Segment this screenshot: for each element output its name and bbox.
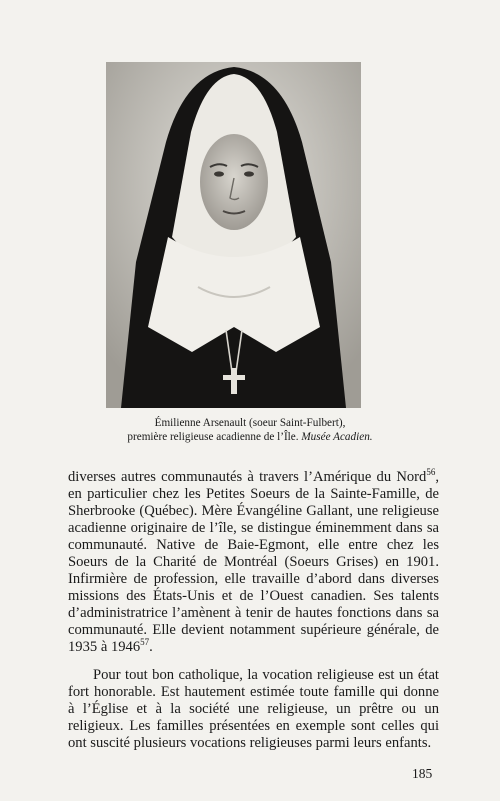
portrait-photo bbox=[106, 62, 361, 408]
paragraph-1 bbox=[68, 469, 439, 656]
paragraph-1-part-a: diverses autres communautés à travers l’Amérique du Nord bbox=[68, 469, 427, 485]
caption-line-2 bbox=[60, 430, 440, 444]
paragraph-1-part-b: , en particulier chez les Petites Soeurs de la Sainte-Famille, de Sherbrooke (Québec). Mère Évangéline Gallant, une religieuse acadienne originaire de l’île, se distingue éminemment dans sa communauté. Native de Baie-Egmont, elle entre chez les Soeurs de la Charité de Montréal (Soeurs Grises) en 1901. Infirmière de profession, elle travaille d’abord dans diverses missions des États-Unis et de l’Ouest canadien. Ses talents d’administratrice l’amènent à tenir de hautes fonctions dans sa communauté. Elle devient notamment supérieure générale, de 1935 à 1946 bbox=[68, 469, 439, 655]
caption-line-1: Émilienne Arsenault (soeur Saint-Fulbert), bbox=[154, 417, 346, 429]
caption-source: Musée Acadien. bbox=[301, 431, 373, 443]
paragraph-1-end: . bbox=[149, 639, 153, 655]
footnote-ref-56[interactable]: 56 bbox=[426, 467, 436, 477]
paragraph-2: Pour tout bon catholique, la vocation religieuse est un état fort honorable. Est hautement estimée toute famille qui donne à l’Église et à la société une religieuse, un prêtre ou un religieux. Les familles présentées en exemple sont celles qui ont suscité plusieurs vocations religieuses parmi leurs enfants. bbox=[68, 667, 439, 751]
caption-text: première religieuse acadienne de l’Île. bbox=[127, 431, 299, 443]
page-number: 185 bbox=[412, 766, 433, 781]
photo-caption bbox=[60, 416, 440, 444]
body-text bbox=[68, 469, 439, 752]
footnote-ref-57[interactable]: 57 bbox=[140, 637, 150, 647]
